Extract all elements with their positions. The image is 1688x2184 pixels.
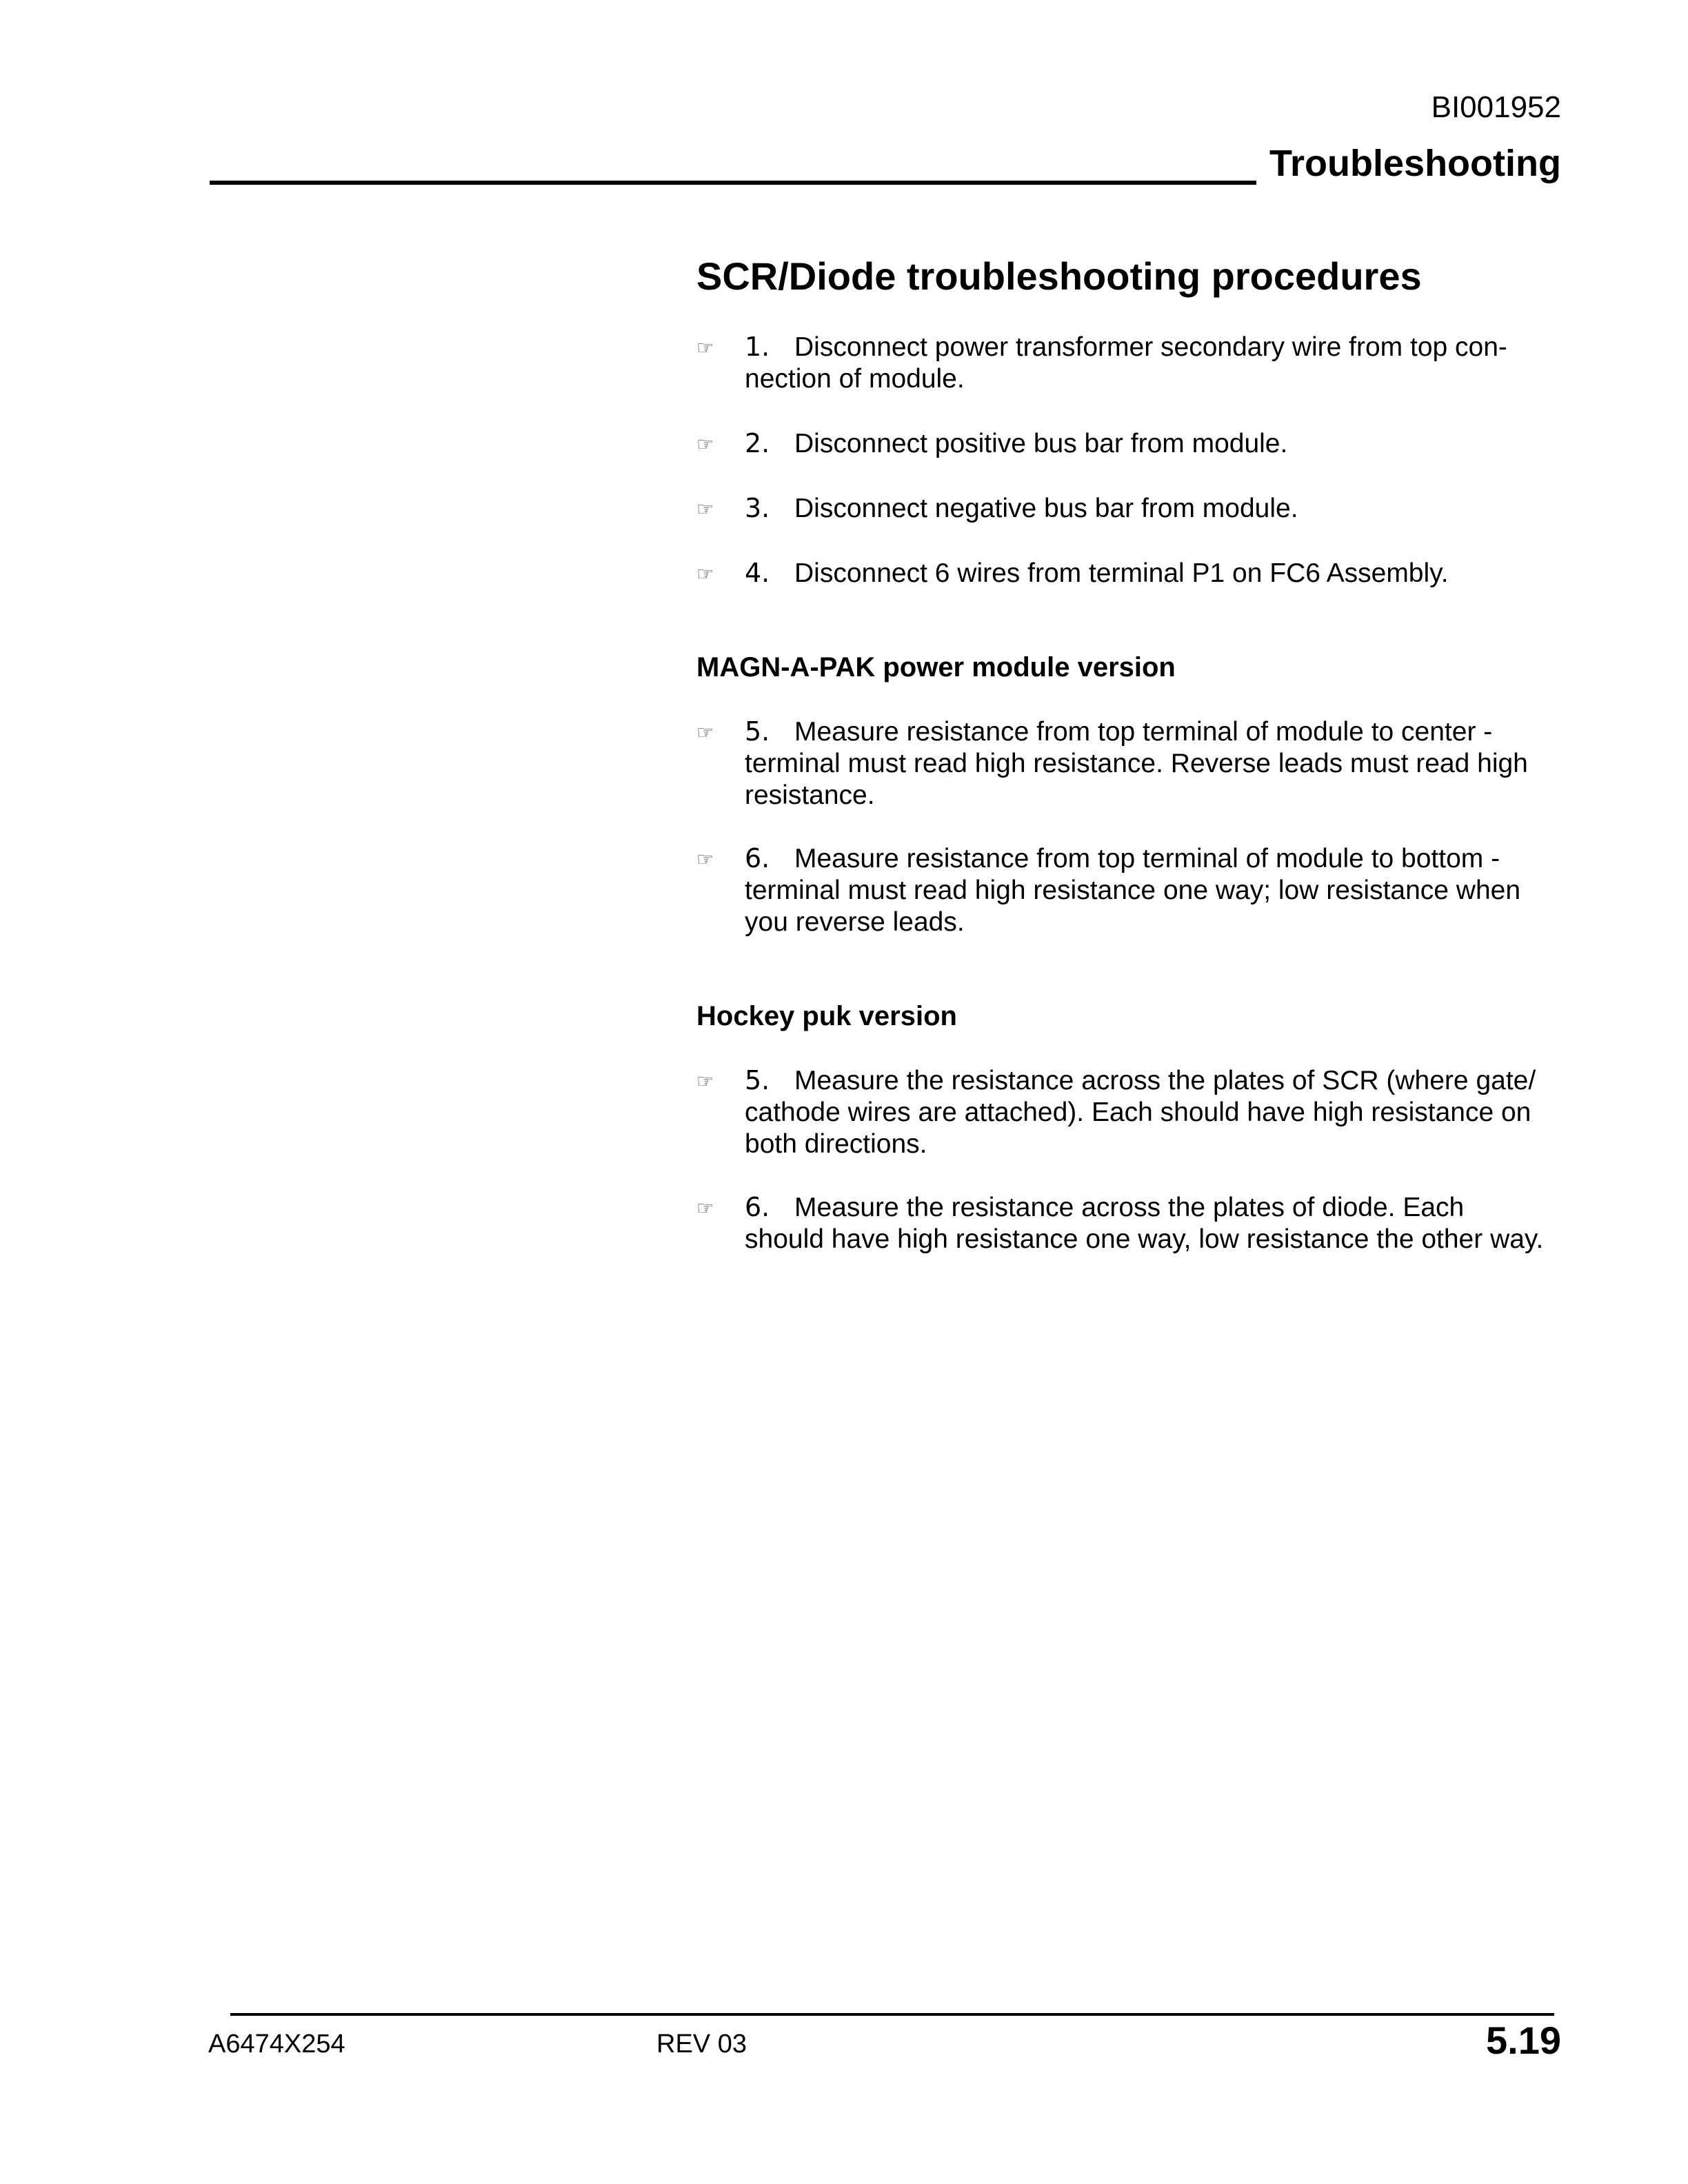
pointing-hand-icon: ☞ — [696, 848, 714, 871]
step-item — [696, 1191, 1565, 1255]
revision: REV 03 — [656, 2030, 747, 2059]
step-text: Disconnect positive bus bar from module. — [794, 429, 1288, 458]
step-number: 5. — [745, 1065, 770, 1095]
step-text: Disconnect negative bus bar from module. — [794, 494, 1298, 523]
step-text: Measure resistance from top terminal of module to center - — [794, 717, 1493, 747]
pointing-hand-icon: ☞ — [696, 336, 714, 359]
step-text-continued: both directions. — [745, 1129, 927, 1159]
header-rule — [210, 181, 1256, 185]
step-item — [696, 842, 1565, 938]
step-text: Disconnect 6 wires from terminal P1 on FC6 Assembly. — [794, 558, 1449, 588]
hockey-heading: Hockey puk version — [696, 1001, 957, 1031]
step-item — [696, 716, 1565, 811]
step-number: 5. — [745, 716, 770, 747]
step-number: 6. — [745, 843, 770, 873]
step-item — [696, 492, 1565, 525]
document-id: BI001952 — [1431, 90, 1561, 124]
step-number: 2. — [745, 428, 770, 458]
step-text: Disconnect power transformer secondary wire from top con- — [794, 332, 1507, 362]
step-text-continued: resistance. — [745, 780, 875, 810]
step-text-continued: should have high resistance one way, low resistance the other way. — [745, 1224, 1544, 1254]
step-item — [696, 557, 1565, 589]
pointing-hand-icon: ☞ — [696, 721, 714, 744]
step-number: 4. — [745, 558, 770, 588]
step-text: Measure the resistance across the plates of SCR (where gate/ — [794, 1066, 1536, 1095]
step-text-continued: cathode wires are attached). Each should have high resistance on — [745, 1098, 1531, 1127]
pointing-hand-icon: ☞ — [696, 1070, 714, 1093]
page-title: SCR/Diode troubleshooting procedures — [696, 254, 1422, 298]
step-text: Measure the resistance across the plates of diode. Each — [794, 1193, 1465, 1222]
step-text: Measure resistance from top terminal of module to bottom - — [794, 844, 1500, 873]
step-number: 3. — [745, 493, 770, 523]
step-number: 6. — [745, 1192, 770, 1222]
page-number: 5.19 — [1486, 2019, 1561, 2062]
pointing-hand-icon: ☞ — [696, 1197, 714, 1220]
pointing-hand-icon: ☞ — [696, 498, 714, 520]
step-text-continued: terminal must read high resistance one way; low resistance when — [745, 876, 1521, 905]
part-number: A6474X254 — [208, 2030, 345, 2059]
step-text-continued: you reverse leads. — [745, 907, 965, 937]
step-number: 1. — [745, 332, 770, 362]
section-title: Troubleshooting — [1269, 143, 1561, 184]
magnapak-heading: MAGN-A-PAK power module version — [696, 652, 1176, 682]
step-item — [696, 1064, 1565, 1160]
footer-rule — [230, 2013, 1554, 2016]
step-text-continued: terminal must read high resistance. Reverse leads must read high — [745, 749, 1528, 778]
step-item — [696, 331, 1565, 395]
step-text-continued: nection of module. — [745, 364, 965, 394]
step-item — [696, 427, 1565, 460]
pointing-hand-icon: ☞ — [696, 433, 714, 456]
pointing-hand-icon: ☞ — [696, 563, 714, 585]
